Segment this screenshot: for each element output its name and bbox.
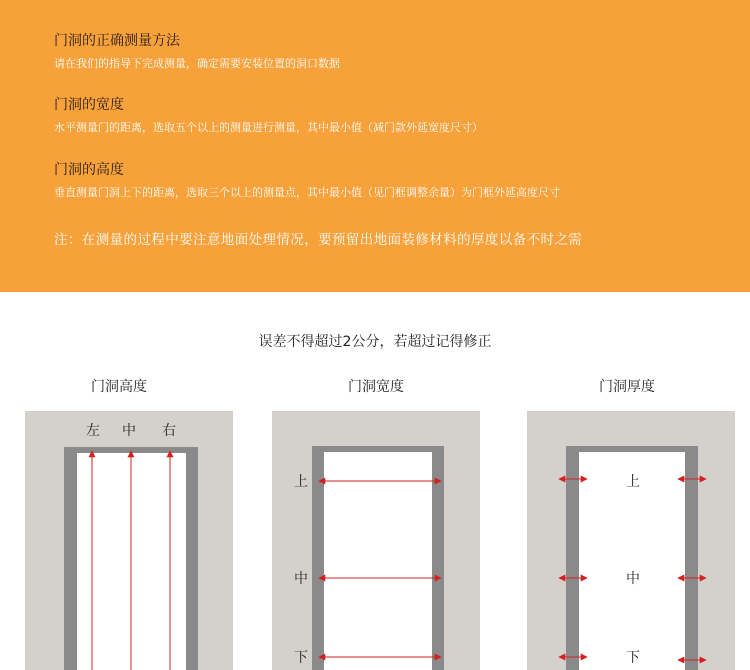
label-bottom: 下 bbox=[626, 650, 640, 666]
method-title: 门洞的正确测量方法 bbox=[54, 33, 180, 49]
label-left: 左 bbox=[86, 423, 100, 439]
height-title: 门洞的高度 bbox=[54, 162, 124, 178]
panel-title-width: 门洞宽度 bbox=[348, 379, 404, 395]
door-height-diagram bbox=[25, 411, 233, 670]
width-desc: 水平测量门的距离，选取五个以上的测量进行测量，其中最小值（减门款外延宽度尺寸） bbox=[54, 121, 483, 134]
label-bottom: 下 bbox=[294, 650, 308, 666]
method-desc: 请在我们的指导下完成测量，确定需要安装位置的洞口数据 bbox=[54, 57, 340, 70]
panel-title-height: 门洞高度 bbox=[91, 379, 147, 395]
label-middle: 中 bbox=[626, 571, 640, 587]
width-title: 门洞的宽度 bbox=[54, 97, 124, 113]
door-width-diagram bbox=[272, 411, 480, 670]
door-thickness-diagram bbox=[527, 411, 735, 670]
label-right: 右 bbox=[162, 423, 176, 439]
label-top: 上 bbox=[294, 474, 308, 490]
label-top: 上 bbox=[626, 474, 640, 490]
measurement-note: 注：在测量的过程中要注意地面处理情况，要预留出地面装修材料的厚度以备不时之需 bbox=[54, 232, 583, 248]
height-desc: 垂直测量门洞上下的距离，选取三个以上的测量点，其中最小值（见门框调整余量）为门框外延高度尺寸 bbox=[54, 186, 560, 199]
door-opening bbox=[324, 452, 432, 670]
tolerance-subtitle: 误差不得超过2公分，若超过记得修正 bbox=[258, 334, 492, 350]
label-middle: 中 bbox=[122, 423, 136, 439]
label-middle: 中 bbox=[294, 571, 308, 587]
panel-title-thickness: 门洞厚度 bbox=[599, 379, 655, 395]
